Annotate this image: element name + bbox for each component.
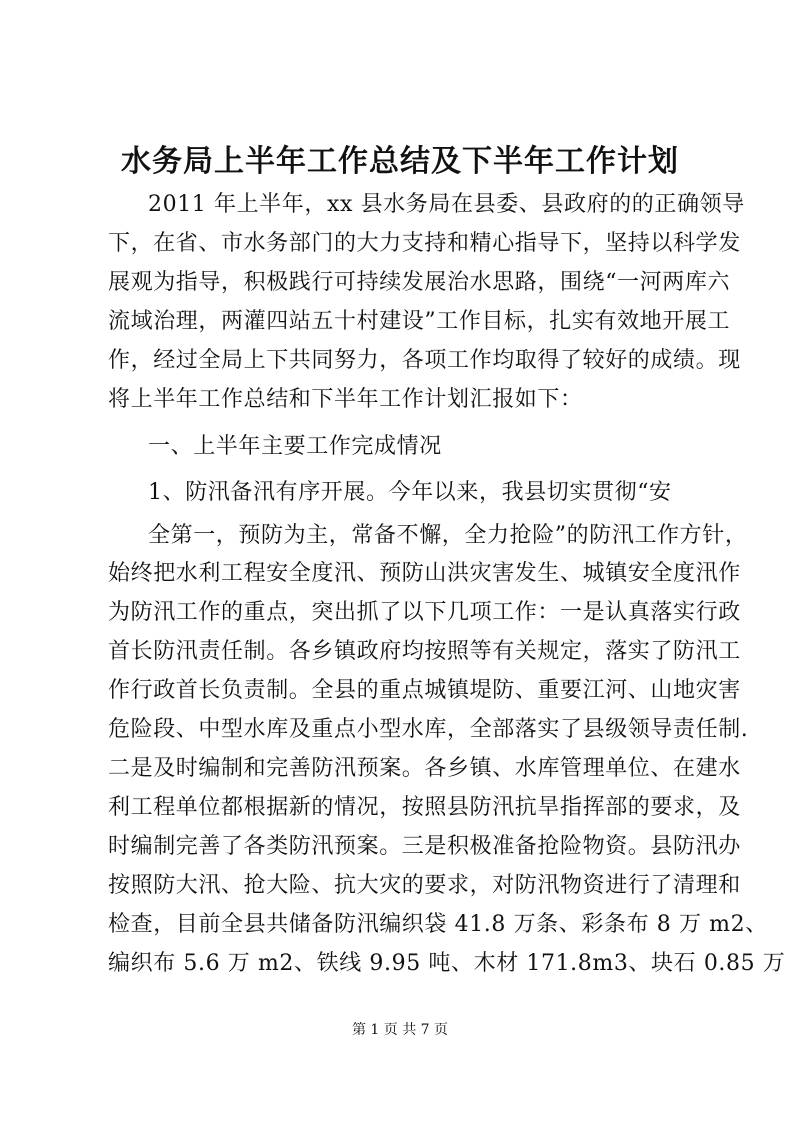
body-line-5: 作，经过全局上下共同努力，各项工作均取得了较好的成绩。现 [108, 348, 741, 373]
document-title: 水务局上半年工作总结及下半年工作计划 [121, 144, 679, 179]
body-line-10: 始终把水利工程安全度汛、预防山洪灾害发生、城镇安全度汛作 [108, 561, 741, 586]
body-line-20: 编织布 5.6 万 m2、铁线 9.95 吨、木材 171.8m3、块石 0.85 万 [108, 951, 786, 976]
page-number: 第 1 页 共 7 页 [351, 1022, 449, 1038]
body-line-12: 首长防汛责任制。各乡镇政府均按照等有关规定，落实了防汛工 [108, 639, 741, 664]
body-line-11: 为防汛工作的重点，突出抓了以下几项工作：一是认真落实行政 [108, 600, 741, 625]
body-line-9: 全第一，预防为主，常备不懈，全力抢险”的防汛工作方针， [148, 523, 748, 548]
body-line-4: 流域治理，两灌四站五十村建设”工作目标，扎实有效地开展工 [108, 309, 731, 334]
body-line-18: 按照防大汛、抢大险、抗大灾的要求，对防汛物资进行了清理和 [108, 873, 741, 898]
body-line-15: 二是及时编制和完善防汛预案。各乡镇、水库管理单位、在建水 [108, 756, 741, 781]
body-line-13: 作行政首长负责制。全县的重点城镇堤防、重要江河、山地灾害 [108, 678, 741, 703]
body-line-19: 检查，目前全县共储备防汛编织袋 41.8 万条、彩条布 8 万 m2、 [108, 912, 768, 937]
body-line-2: 下，在省、市水务部门的大力支持和精心指导下，坚持以科学发 [108, 231, 741, 256]
body-line-14: 危险段、中型水库及重点小型水库，全部落实了县级领导责任制. [108, 717, 749, 742]
body-line-16: 利工程单位都根据新的情况，按照县防汛抗旱指挥部的要求，及 [108, 795, 741, 820]
body-line-8: 1、防汛备汛有序开展。今年以来，我县切实贯彻“安 [148, 480, 672, 505]
section-heading: 一、上半年主要工作完成情况 [148, 434, 442, 459]
body-line-6: 将上半年工作总结和下半年工作计划汇报如下： [108, 387, 583, 412]
body-line-17: 时编制完善了各类防汛预案。三是积极准备抢险物资。县防汛办 [108, 834, 741, 859]
body-line-3: 展观为指导，积极践行可持续发展治水思路，围绕“一河两库六 [108, 270, 731, 295]
body-line-1: 2011 年上半年，xx 县水务局在县委、县政府的的正确领导 [148, 192, 745, 217]
